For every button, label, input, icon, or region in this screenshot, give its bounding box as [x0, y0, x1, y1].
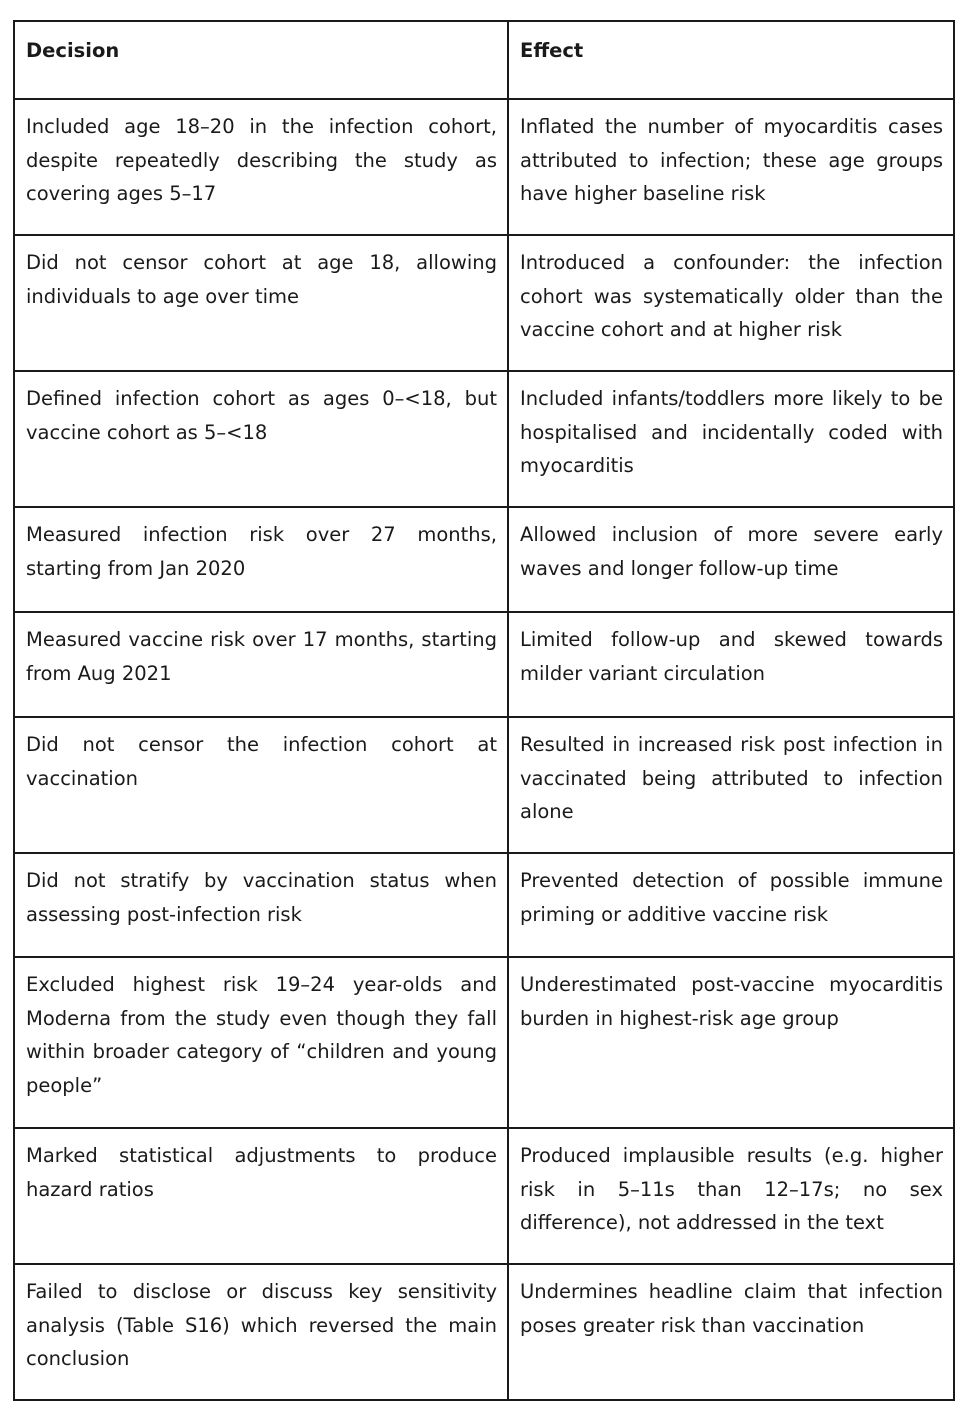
decision-cell: Included age 18–20 in the infection cohort, despite repeatedly describing the study as covering ages 5–17 — [14, 99, 508, 235]
table-row — [14, 853, 954, 957]
table-header-row — [14, 21, 954, 99]
effect-cell: Introduced a confounder: the infection cohort was systematically older than the vaccine cohort and at higher risk — [508, 235, 954, 371]
table-row — [14, 957, 954, 1128]
header-effect: Effect — [508, 21, 954, 99]
table-row — [14, 99, 954, 235]
decision-cell: Failed to disclose or discuss key sensitivity analysis (Table S16) which reversed the main conclusion — [14, 1264, 508, 1400]
effect-cell: Included infants/toddlers more likely to be hospitalised and incidentally coded with myocarditis — [508, 371, 954, 507]
decision-cell: Did not censor cohort at age 18, allowing individuals to age over time — [14, 235, 508, 371]
decision-cell: Excluded highest risk 19–24 year-olds and Moderna from the study even though they fall within broader category of “children and young people” — [14, 957, 508, 1128]
table-row — [14, 235, 954, 371]
table-row — [14, 1264, 954, 1400]
decision-cell: Did not stratify by vaccination status when assessing post-infection risk — [14, 853, 508, 957]
effect-cell: Prevented detection of possible immune priming or additive vaccine risk — [508, 853, 954, 957]
table-row — [14, 1128, 954, 1264]
table-row — [14, 717, 954, 853]
effect-cell: Undermines headline claim that infection poses greater risk than vaccination — [508, 1264, 954, 1400]
effect-cell: Produced implausible results (e.g. higher risk in 5–11s than 12–17s; no sex difference), not addressed in the text — [508, 1128, 954, 1264]
decision-effect-table — [13, 20, 955, 1401]
decision-cell: Measured vaccine risk over 17 months, starting from Aug 2021 — [14, 612, 508, 717]
decision-cell: Did not censor the infection cohort at vaccination — [14, 717, 508, 853]
table-row — [14, 612, 954, 717]
table-row — [14, 507, 954, 612]
decision-cell: Measured infection risk over 27 months, starting from Jan 2020 — [14, 507, 508, 612]
decision-cell: Defined infection cohort as ages 0–<18, but vaccine cohort as 5–<18 — [14, 371, 508, 507]
effect-cell: Resulted in increased risk post infection in vaccinated being attributed to infection alone — [508, 717, 954, 853]
effect-cell: Limited follow-up and skewed towards milder variant circulation — [508, 612, 954, 717]
effect-cell: Allowed inclusion of more severe early waves and longer follow-up time — [508, 507, 954, 612]
effect-cell: Underestimated post-vaccine myocarditis burden in highest-risk age group — [508, 957, 954, 1128]
effect-cell: Inflated the number of myocarditis cases attributed to infection; these age groups have higher baseline risk — [508, 99, 954, 235]
decision-cell: Marked statistical adjustments to produce hazard ratios — [14, 1128, 508, 1264]
header-decision: Decision — [14, 21, 508, 99]
table-row — [14, 371, 954, 507]
